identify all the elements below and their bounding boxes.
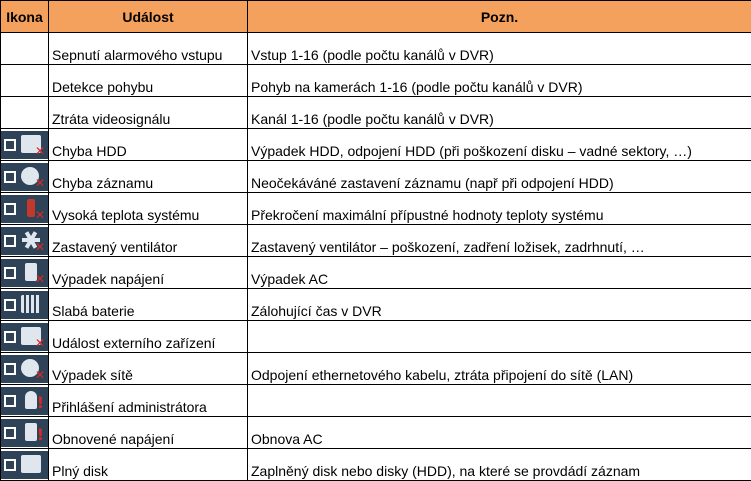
note-cell: [248, 321, 751, 353]
column-header-note: Pozn.: [248, 1, 751, 33]
event-cell: Detekce pohybu: [49, 65, 248, 97]
note-cell: Zálohující čas v DVR: [248, 289, 751, 321]
column-header-event: Událost: [49, 1, 248, 33]
table-row: [1, 449, 751, 481]
icon-cell: [1, 353, 49, 385]
icon-cell: [1, 449, 49, 481]
icon-cell: [1, 97, 49, 129]
high-temperature-icon: ✕: [1, 195, 48, 223]
event-cell: Zastavený ventilátor: [49, 225, 248, 257]
low-battery-icon: [1, 291, 48, 319]
table-header-row: [1, 1, 751, 33]
icon-cell: [1, 257, 49, 289]
disk-full-icon: [1, 451, 48, 479]
admin-login-icon: !: [1, 387, 48, 415]
external-device-icon: ✕: [1, 323, 48, 351]
note-cell: Výpadek AC: [248, 257, 751, 289]
icon-cell: [1, 33, 49, 65]
note-cell: Zaplněný disk nebo disky (HDD), na které se provdádí záznam: [248, 449, 751, 481]
record-error-icon: ✕: [1, 163, 48, 191]
icon-cell: [1, 65, 49, 97]
column-header-icon: Ikona: [1, 1, 49, 33]
icon-cell: [1, 417, 49, 449]
table-row: [1, 65, 751, 97]
icon-cell: [1, 321, 49, 353]
event-cell: Plný disk: [49, 449, 248, 481]
note-cell: Výpadek HDD, odpojení HDD (při poškození disku – vadné sektory, …): [248, 129, 751, 161]
icon-cell: [1, 225, 49, 257]
note-cell: Zastavený ventilátor – poškození, zadření ložisek, zadrhnutí, …: [248, 225, 751, 257]
event-cell: Obnovené napájení: [49, 417, 248, 449]
table-row: [1, 129, 751, 161]
table-row: [1, 385, 751, 417]
note-cell: [248, 385, 751, 417]
note-cell: Odpojení ethernetového kabelu, ztráta připojení do sítě (LAN): [248, 353, 751, 385]
table-row: [1, 225, 751, 257]
note-cell: Překročení maximální přípustné hodnoty teploty systému: [248, 193, 751, 225]
note-cell: Vstup 1-16 (podle počtu kanálů v DVR): [248, 33, 751, 65]
event-cell: Vysoká teplota systému: [49, 193, 248, 225]
table-row: [1, 193, 751, 225]
event-cell: Událost externího zařízení: [49, 321, 248, 353]
table-row: [1, 97, 751, 129]
table-row: [1, 321, 751, 353]
power-failure-icon: ✕: [1, 259, 48, 287]
note-cell: Neočekáváné zastavení záznamu (např při odpojení HDD): [248, 161, 751, 193]
table-row: [1, 33, 751, 65]
event-cell: Chyba HDD: [49, 129, 248, 161]
hdd-error-icon: ✕: [1, 131, 48, 159]
event-cell: Výpadek sítě: [49, 353, 248, 385]
fan-stopped-icon: ✕: [1, 227, 48, 255]
table-row: [1, 161, 751, 193]
icon-cell: [1, 289, 49, 321]
note-cell: Obnova AC: [248, 417, 751, 449]
icon-cell: [1, 161, 49, 193]
table-row: [1, 257, 751, 289]
note-cell: Kanál 1-16 (podle počtu kanálů v DVR): [248, 97, 751, 129]
table-row: [1, 353, 751, 385]
event-cell: Přihlášení administrátora: [49, 385, 248, 417]
event-cell: Sepnutí alarmového vstupu: [49, 33, 248, 65]
event-cell: Výpadek napájení: [49, 257, 248, 289]
event-cell: Slabá baterie: [49, 289, 248, 321]
icon-cell: [1, 193, 49, 225]
table-row: [1, 417, 751, 449]
table-row: [1, 289, 751, 321]
note-cell: Pohyb na kamerách 1-16 (podle počtu kanálů v DVR): [248, 65, 751, 97]
icon-cell: [1, 129, 49, 161]
event-cell: Ztráta videosignálu: [49, 97, 248, 129]
network-failure-icon: ✕: [1, 355, 48, 383]
event-cell: Chyba záznamu: [49, 161, 248, 193]
power-restored-icon: !: [1, 419, 48, 447]
icon-cell: [1, 385, 49, 417]
